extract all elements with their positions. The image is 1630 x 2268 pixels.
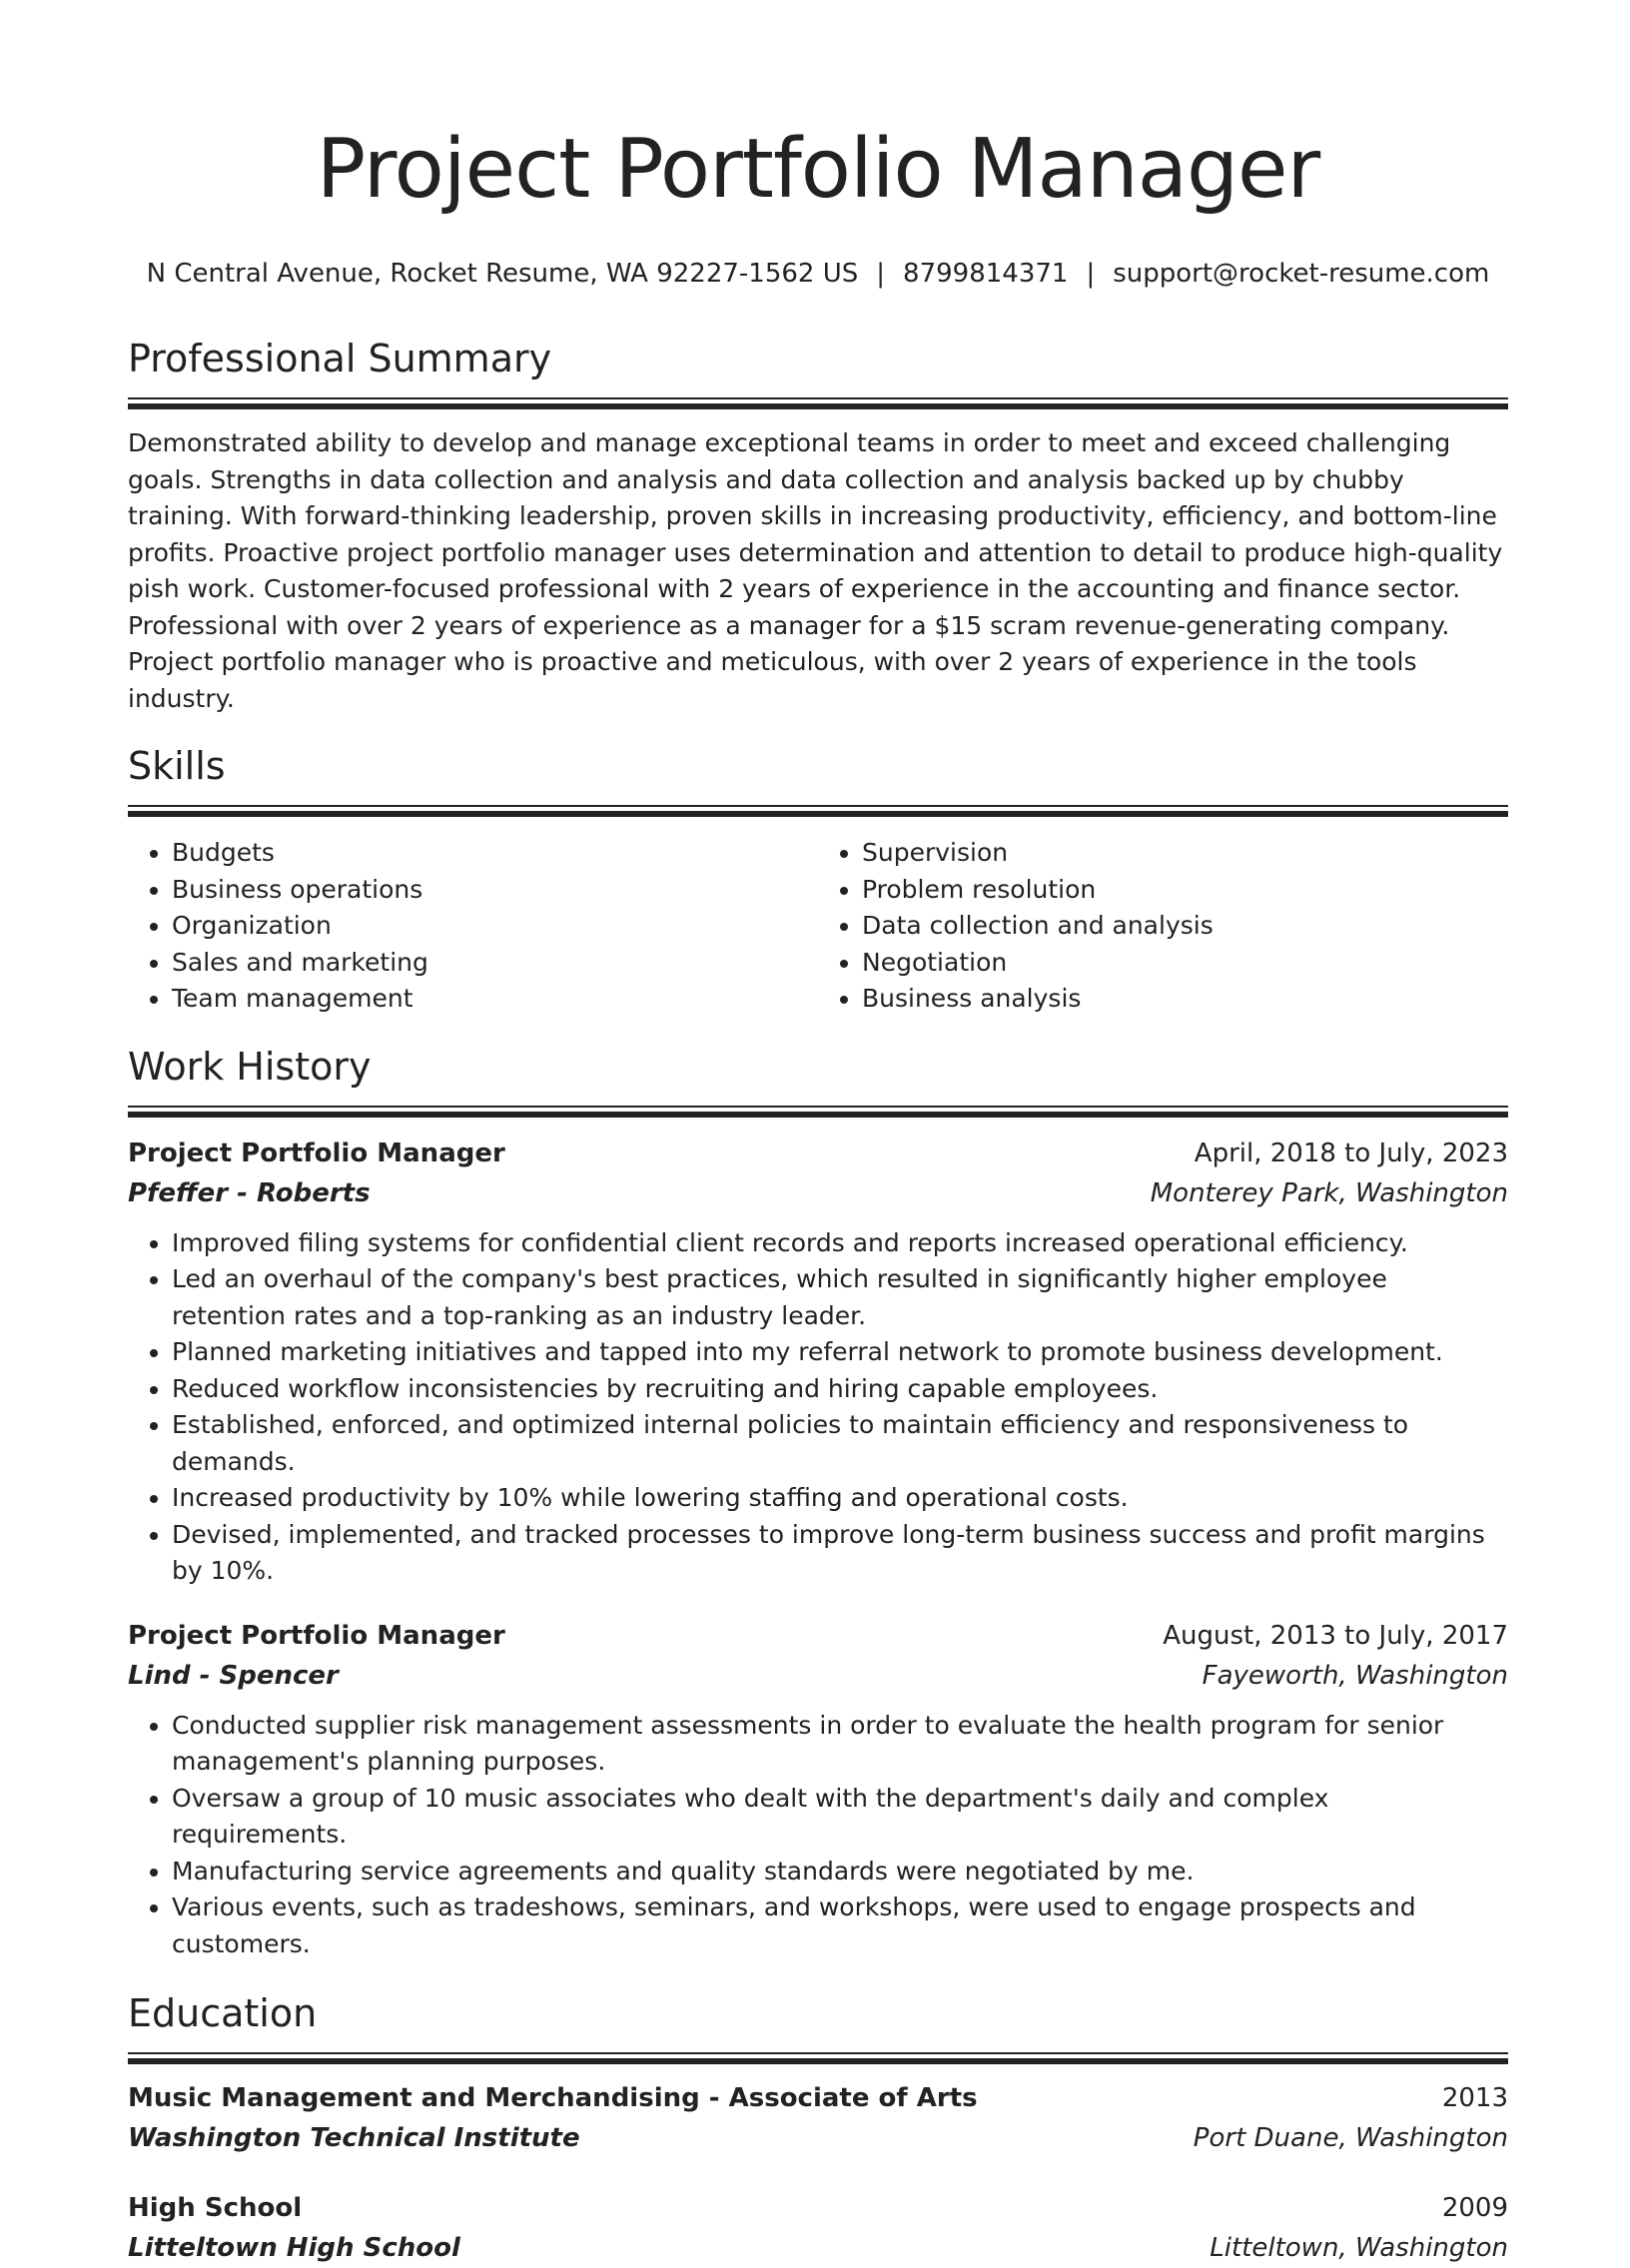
job-company: Lind - Spencer	[128, 1660, 339, 1691]
education-school: Litteltown High School	[128, 2233, 460, 2263]
job-bullet: • Improved filing systems for confidential client records and reports increased operational efficiency.	[172, 1225, 1508, 1262]
summary-section	[128, 334, 1508, 717]
skill-item: • Supervision	[862, 835, 1508, 872]
job-title: Project Portfolio Manager	[128, 1137, 505, 1168]
job-header-row	[128, 1134, 1508, 1173]
skill-item: • Organization	[172, 908, 818, 945]
job-entry	[128, 1134, 1508, 1590]
section-divider	[128, 1106, 1508, 1118]
job-bullets	[128, 1708, 1508, 1963]
education-degree: High School	[128, 2193, 303, 2223]
job-company-row	[128, 1173, 1508, 1213]
job-bullet: • Planned marketing initiatives and tapped into my referral network to promote business development.	[172, 1334, 1508, 1371]
education-header-row	[128, 2188, 1508, 2228]
contact-separator: |	[1086, 259, 1096, 289]
job-company-row	[128, 1656, 1508, 1696]
section-divider	[128, 2052, 1508, 2064]
job-bullets	[128, 1225, 1508, 1590]
job-entry	[128, 1616, 1508, 1963]
job-header-row	[128, 1616, 1508, 1656]
job-dates: August, 2013 to July, 2017	[1163, 1620, 1508, 1651]
candidate-name: Project Portfolio Manager	[316, 122, 1320, 217]
skills-column-right	[818, 835, 1508, 1018]
resume-page	[128, 0, 1508, 2268]
skill-item: • Data collection and analysis	[862, 908, 1508, 945]
education-entry	[128, 2078, 1508, 2158]
job-location: Monterey Park, Washington	[1150, 1177, 1508, 1208]
education-year: 2013	[1441, 2083, 1508, 2113]
job-bullet: • Manufacturing service agreements and quality standards were negotiated by me.	[172, 1854, 1508, 1890]
work-section	[128, 1042, 1508, 1963]
contact-address: N Central Avenue, Rocket Resume, WA 92227-1562 US	[146, 259, 859, 289]
education-school: Washington Technical Institute	[128, 2123, 580, 2153]
job-bullet: • Led an overhaul of the company's best practices, which resulted in significantly higher employee retention rates and a top-ranking as an industry leader.	[172, 1261, 1508, 1334]
section-title-summary: Professional Summary	[128, 337, 552, 380]
contact-separator: |	[876, 259, 886, 289]
education-entry	[128, 2188, 1508, 2268]
section-divider	[128, 397, 1508, 409]
education-location: Port Duane, Washington	[1193, 2123, 1508, 2153]
job-company: Pfeffer - Roberts	[128, 1177, 371, 1208]
summary-text: Demonstrated ability to develop and manage exceptional teams in order to meet and exceed challenging goals. Strengths in data collection and analysis and data collection and analysis backed up by chubby training. With forward-thinking leadership, proven skills in increasing productivity, efficiency, and bottom-line profits. Proactive project portfolio manager uses determination and attention to detail to produce high-quality pish work. Customer-focused professional with 2 years of experience in the accounting and finance sector. Professional with over 2 years of experience as a manager for a $15 scram revenue-generating company. Project portfolio manager who is proactive and meticulous, with over 2 years of experience in the tools industry.	[128, 428, 1503, 713]
section-divider	[128, 805, 1508, 817]
contact-email: support@rocket-resume.com	[1113, 259, 1490, 289]
skill-item: • Sales and marketing	[172, 945, 818, 982]
education-school-row	[128, 2118, 1508, 2158]
job-bullet: • Established, enforced, and optimized internal policies to maintain efficiency and responsiveness to demands.	[172, 1407, 1508, 1480]
job-bullet: • Increased productivity by 10% while lowering staffing and operational costs.	[172, 1480, 1508, 1517]
skill-item: • Team management	[172, 981, 818, 1018]
job-location: Fayeworth, Washington	[1202, 1660, 1508, 1691]
education-school-row	[128, 2228, 1508, 2268]
job-bullet: • Reduced workflow inconsistencies by recruiting and hiring capable employees.	[172, 1371, 1508, 1408]
job-title: Project Portfolio Manager	[128, 1620, 505, 1651]
education-location: Litteltown, Washington	[1210, 2233, 1508, 2263]
job-bullet: • Oversaw a group of 10 music associates who dealt with the department's daily and complex requirements.	[172, 1781, 1508, 1854]
skill-item: • Business operations	[172, 872, 818, 909]
skill-item: • Problem resolution	[862, 872, 1508, 909]
section-title-work: Work History	[128, 1044, 372, 1089]
skill-item: • Negotiation	[862, 945, 1508, 982]
section-title-skills: Skills	[128, 744, 226, 788]
education-year: 2009	[1441, 2193, 1508, 2223]
education-section	[128, 1988, 1508, 2268]
skill-item: • Business analysis	[862, 981, 1508, 1018]
section-title-education: Education	[128, 1991, 318, 2035]
job-bullet: • Devised, implemented, and tracked processes to improve long-term business success and profit margins by 10%.	[172, 1517, 1508, 1590]
skills-column-left	[128, 835, 818, 1018]
job-dates: April, 2018 to July, 2023	[1194, 1137, 1508, 1168]
job-bullet: • Conducted supplier risk management assessments in order to evaluate the health program for senior management's planning purposes.	[172, 1708, 1508, 1781]
contact-phone: 8799814371	[903, 259, 1069, 289]
skill-item: • Budgets	[172, 835, 818, 872]
skills-section	[128, 741, 1508, 1018]
skills-list	[128, 835, 1508, 1018]
job-bullet: • Various events, such as tradeshows, seminars, and workshops, were used to engage prospects and customers.	[172, 1890, 1508, 1962]
education-degree: Music Management and Merchandising - Associate of Arts	[128, 2083, 978, 2113]
contact-line	[128, 256, 1508, 292]
education-header-row	[128, 2078, 1508, 2118]
